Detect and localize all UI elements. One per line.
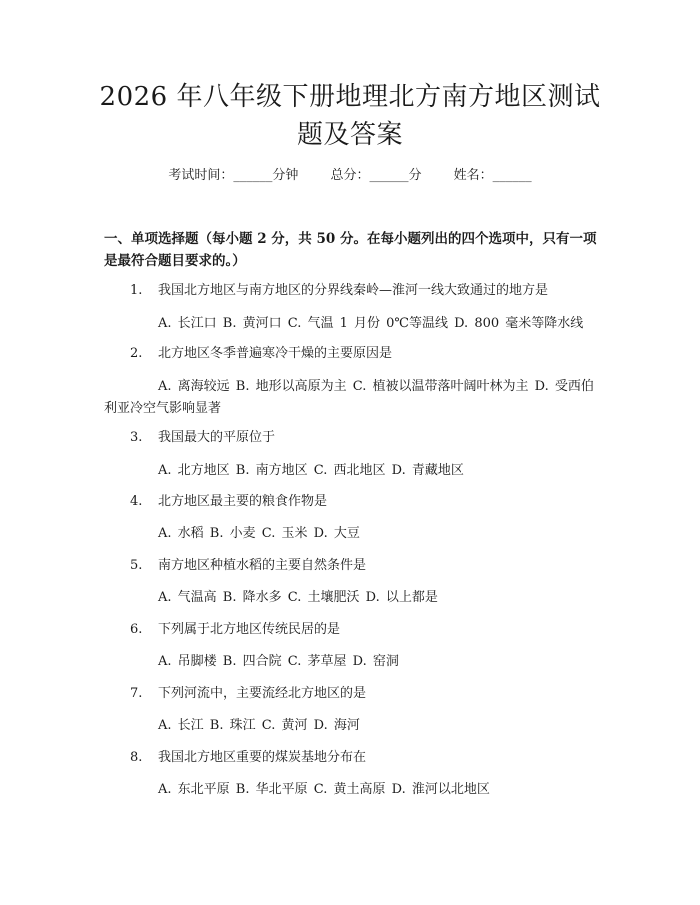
document-title: 2026 年八年级下册地理北方南方地区测试题及答案 (99, 82, 601, 150)
question-number: 6. (130, 622, 143, 637)
question-number: 2. (130, 346, 143, 361)
exam-meta-line (0, 166, 700, 186)
student-name-field: 姓名：______ (453, 168, 532, 183)
question-stem: 我国最大的平原位于 (158, 430, 276, 445)
question-stem: 南方地区种植水稻的主要自然条件是 (158, 558, 367, 573)
question-number: 3. (130, 430, 143, 445)
exam-time-field: 考试时间：______分钟 (168, 168, 299, 183)
question-options: A. 水稻 B. 小麦 C. 玉米 D. 大豆 (158, 526, 360, 541)
question-number: 7. (130, 686, 143, 701)
question-stem: 北方地区最主要的粮食作物是 (158, 494, 328, 509)
question-stem: 我国北方地区重要的煤炭基地分布在 (158, 750, 367, 765)
question-options: A. 气温高 B. 降水多 C. 土壤肥沃 D. 以上都是 (158, 590, 438, 605)
total-score-field: 总分：______分 (330, 168, 422, 183)
question-options: A. 长江 B. 珠江 C. 黄河 D. 海河 (158, 718, 360, 733)
question-number: 1. (130, 283, 143, 298)
question-stem: 下列属于北方地区传统民居的是 (158, 622, 341, 637)
question-options: A. 离海较远 B. 地形以高原为主 C. 植被以温带落叶阔叶林为主 D. 受西伯利亚冷空气影响显著 (104, 379, 594, 416)
question-number: 4. (130, 494, 143, 509)
question-options: A. 长江口 B. 黄河口 C. 气温 1 月份 0℃等温线 D. 800 毫米等降水线 (158, 316, 584, 331)
question-options: A. 吊脚楼 B. 四合院 C. 茅草屋 D. 窑洞 (158, 654, 399, 669)
question-number: 8. (130, 750, 143, 765)
question-options: A. 东北平原 B. 华北平原 C. 黄土高原 D. 淮河以北地区 (158, 782, 490, 797)
question-stem: 下列河流中，主要流经北方地区的是 (158, 686, 367, 701)
question-stem: 我国北方地区与南方地区的分界线秦岭—淮河一线大致通过的地方是 (158, 283, 549, 298)
question-number: 5. (130, 558, 143, 573)
section-heading: 一、单项选择题（每小题 2 分，共 50 分。在每小题列出的四个选项中，只有一项是最符合题目要求的。） (104, 231, 597, 269)
question-stem: 北方地区冬季普遍寒冷干燥的主要原因是 (158, 346, 393, 361)
question-options: A. 北方地区 B. 南方地区 C. 西北地区 D. 青藏地区 (158, 463, 464, 478)
